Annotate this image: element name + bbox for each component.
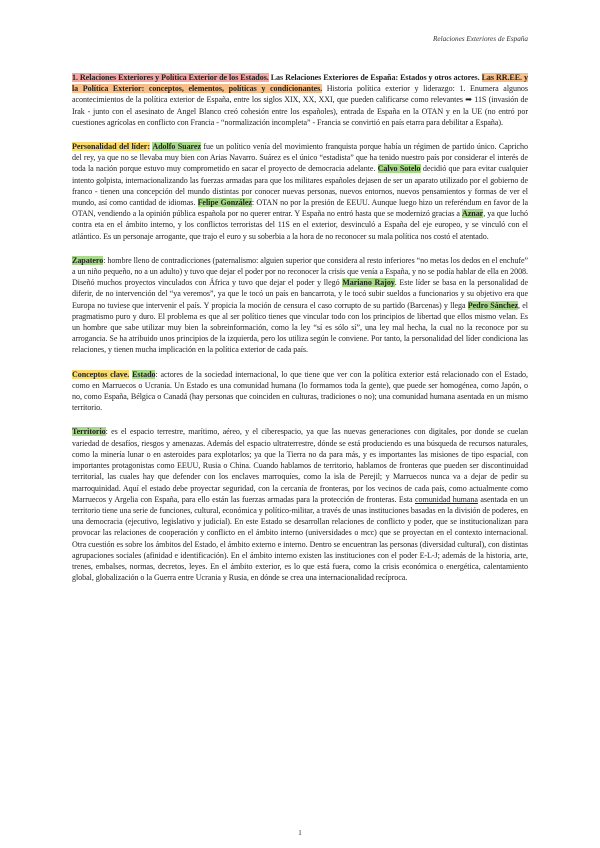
paragraph-text: Historia política exterior y liderazgo: 1. Enumera algunos acontecimientos de la política exterior de España, entre los siglos XIX, XX, XXI, que pueden calificarse como relevantes ➡ 11S (invasión de Irak - junto con el asesinato de Angel Blanco creó cohesión entre los españoles), entrada de España en la OTAN y en la UE (no entró por cuestiones agrícolas en conflicto con Francia - “normalización incompleta” - Francia se convirtió en país etarra para debilitar a España).: [72, 84, 528, 127]
keyword-aznar: Aznar: [461, 209, 484, 219]
keyword-personalidad: Personalidad del líder:: [72, 142, 150, 152]
paragraph-text: fue un político venía del movimiento franquista porque había un régimen de partido único. Capricho del rey, ya que no se llevaba muy bien con Arias Navarro. Suárez es el único “estadista” que ha tenido nuestro país por considerar el interés de toda la nación porque estuvo muy comprometido en sacar el proyecto de democracia adelante.: [72, 142, 528, 174]
section-subheading: Las Relaciones Exteriores de España: Estados y otros actores.: [268, 73, 480, 82]
paragraph-leader-personality: [72, 141, 528, 242]
paragraph-text: : es el espacio terrestre, marítimo, aéreo, y el ciberespacio, ya que las nuevas generaciones con digitales, por donde se cuelan variedad de desafíos, riesgos y amenazas. Además del espacio ultraterrestre, dónde se está produciendo es una búsqueda de recursos naturales, como la minería lunar o en asteroides para explotarlos; ya que la Tierra no da para más, y es importantes las misiones de tipo espacial, con importantes protagonistas como EEUU, Rusia o China. Cuando hablamos de territorio, hablamos de fronteras que pueden ser discontinuidad territorial, las cuales hay que defender con los enclaves marroquíes, como la isla de Perejil; y Marruecos nunca va a dejar de pedir su marroquinidad. Aquí el estado debe proyectar seguridad, con la cercanía de fronteras, por los vecinos de cada país, como actualmente como Marruecos y Argelia con España, para ello están las fuerzas armadas para la protección de fronteras. Esta: [72, 427, 528, 504]
page-number: 1: [298, 828, 302, 837]
paragraph-text: , ya que luchó contra eta en el ámbito interno, y los conflictos terroristas del 11S en el exterior, desvinculó a España del eje europeo, y se vinculó con el atlántico. Es un personaje arrogante, que trajo el euro y su soberbia a la hora de no reconocer su mala política nos costó el atentado.: [72, 209, 528, 241]
keyword-felipe-gonzalez: Felipe González: [197, 198, 252, 208]
keyword-mariano-rajoy: Mariano Rajoy: [342, 278, 395, 288]
keyword-estado: Estado: [132, 369, 156, 379]
keyword-territorio: Territorio: [72, 427, 106, 437]
running-header: Relaciones Exteriores de España: [433, 35, 528, 43]
keyword-calvo-sotelo: Calvo Sotelo: [377, 164, 421, 174]
paragraph-text: decidió que para evitar cualquier intento golpista, internacionalizando las fuerzas armadas para que los militares españoles dejasen de ser un aparato utilizado por el gobierno de franco - tienen una concepción del mundo distintas por conocer nuevas personas, nuevos entornos, nuevos pensamientos y formas de ver el mundo, así como cantidad de idiomas.: [72, 164, 529, 208]
paragraph-territory: [72, 426, 528, 583]
section-heading: 1. Relaciones Exteriores y Política Exterior de los Estados.: [72, 73, 269, 82]
document-body: [72, 30, 528, 596]
keyword-zapatero: Zapatero: [72, 255, 104, 265]
topic-heading: Las RR.EE. y la Política Exterior: conceptos, elementos, políticas y condicionantes.: [72, 73, 528, 94]
paragraph-text: : actores de la sociedad internacional, lo que tiene que ver con la política exterior está relacionado con el Estado, como en Marruecos o Ucrania. Un Estado es una comunidad humana (lo formamos toda la gente), que puede ser homogénea, como Japón, o no, como España, Bélgica o Canadá (hay personas que coinciden en culturas, tradiciones o no); una comunidad humana asentada en un mismo territorio.: [72, 369, 528, 413]
paragraph-text: , el pragmatismo puro y duro. El problema es que al ser político tienes que vincular todo con los principios de libertad que ellos mismo velan. Es un hombre que sabe utilizar muy bien la sobreinformación, como la ley “sí es sólo sí”, una ley mal hecha, la cual no la reconoce por su arrogancia. Se ha atribuido unos principios de la izquierda, pero los utiliza según le conviene. Por tanto, la personalidad del líder condiciona las relaciones, y tienen mucha implicación en la política exterior de cada país.: [72, 300, 528, 355]
keyword-adolfo-suarez: Adolfo Suarez: [152, 142, 201, 152]
paragraph-zapatero: [72, 255, 528, 356]
paragraph-text: asentada en un territorio tiene una serie de funciones, cultural, económica y político-militar, a través de unas instituciones basadas en la división de poderes, en una democracia (ejecutivo, legislativo y judicial). En este Estado se desarrollan relaciones de conflicto y poder, que se institucionalizan para provocar las relaciones de cooperación y conflicto en el ámbito interno (universidades o mcc) que se proyectan en el contexto internacional. Otra cuestión es sobre los ámbitos del Estado, el ámbito externo e interno. Dentro se encuentran las personas (diversidad cultural), con distintas agrupaciones sociales (afinidad e identificación). En el ámbito interno existen las instituciones con el poder E-L-J; además de la historia, arte, trenes, embalses, normas, decretos, leyes. En el ámbito exterior, es lo que está fuera, como la crisis económica o energética, calentamiento global, globalización o la Guerra entre Ucrania y Rusia, en dónde se crea una internacionalidad recíproca.: [72, 494, 528, 583]
paragraph-key-concepts: [72, 369, 528, 414]
paragraph-text: : OTAN no por la presión de EEUU. Aunque luego hizo un referéndum en favor de la OTAN, vendiendo a la opinión pública española por no querer entrar. Y España no entró hasta que se modernizó gracias a: [72, 198, 529, 219]
keyword-pedro-sanchez: Pedro Sánchez: [467, 300, 519, 310]
paragraph-intro: [72, 72, 528, 128]
paragraph-text: . Este líder se basa en la personalidad de diferir, de no intervención del “ya veremos”, ya que le tocó un país en bancarrota, y le tocó subir sueldos a funcionarios y su objetivo era que Europa no tuviese que intervenir el país. Y propicia la moción de censura el caso corrupto de su partido (Barcenas) y llega: [72, 278, 528, 310]
keyword-conceptos-clave: Conceptos clave.: [72, 369, 130, 379]
underlined-term: comunidad humana: [414, 494, 478, 504]
paragraph-text: : hombre lleno de contradicciones (paternalismo: alguien superior que considera al resto inferiores “no metas los dedos en el enchufe” a un niño pequeño, no a un adulto) y tuvo que dejar el poder por no reconocer la crisis que venía a España, y no se podía hablar de ella en 2008. Diseñó muchos proyectos vinculados con África y tuvo que dejar el poder y llegó: [72, 255, 528, 288]
